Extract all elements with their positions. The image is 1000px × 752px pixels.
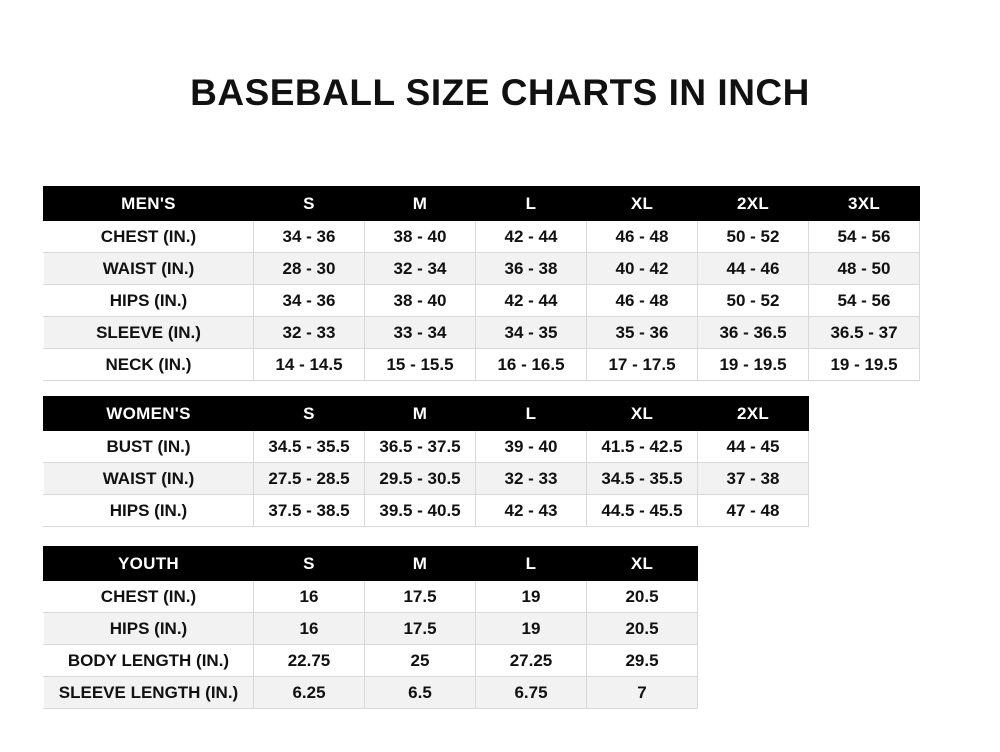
table-cell: 19 - 19.5 — [809, 349, 920, 381]
table-header-row — [44, 397, 809, 431]
table-row — [44, 463, 809, 495]
table-header-category: MEN'S — [44, 187, 254, 221]
table-header-row — [44, 547, 698, 581]
table-cell: 44.5 - 45.5 — [587, 495, 698, 527]
table-header-size: M — [365, 397, 476, 431]
table-cell: 34.5 - 35.5 — [587, 463, 698, 495]
table-row-label: CHEST (IN.) — [44, 221, 254, 253]
size-table-youth-grid — [43, 546, 698, 709]
table-cell: 32 - 34 — [365, 253, 476, 285]
table-cell: 34 - 36 — [254, 221, 365, 253]
table-cell: 6.5 — [365, 677, 476, 709]
table-cell: 42 - 43 — [476, 495, 587, 527]
size-table-men — [43, 186, 920, 381]
table-cell: 29.5 - 30.5 — [365, 463, 476, 495]
table-row-label: WAIST (IN.) — [44, 253, 254, 285]
table-row — [44, 285, 920, 317]
table-header-size: XL — [587, 397, 698, 431]
table-cell: 29.5 — [587, 645, 698, 677]
table-header-size: XL — [587, 547, 698, 581]
table-header-row — [44, 187, 920, 221]
table-cell: 36 - 38 — [476, 253, 587, 285]
table-header-size: 2XL — [698, 187, 809, 221]
table-cell: 50 - 52 — [698, 221, 809, 253]
table-cell: 19 — [476, 581, 587, 613]
table-cell: 50 - 52 — [698, 285, 809, 317]
table-cell: 37 - 38 — [698, 463, 809, 495]
table-cell: 27.5 - 28.5 — [254, 463, 365, 495]
table-cell: 35 - 36 — [587, 317, 698, 349]
table-cell: 34 - 35 — [476, 317, 587, 349]
table-header-size: S — [254, 547, 365, 581]
table-cell: 17 - 17.5 — [587, 349, 698, 381]
table-row — [44, 645, 698, 677]
table-cell: 28 - 30 — [254, 253, 365, 285]
table-row-label: SLEEVE LENGTH (IN.) — [44, 677, 254, 709]
table-cell: 16 — [254, 581, 365, 613]
table-row — [44, 349, 920, 381]
table-cell: 34 - 36 — [254, 285, 365, 317]
table-header-size: L — [476, 547, 587, 581]
table-cell: 36.5 - 37.5 — [365, 431, 476, 463]
table-row-label: HIPS (IN.) — [44, 613, 254, 645]
table-row-label: HIPS (IN.) — [44, 285, 254, 317]
table-header-size: L — [476, 187, 587, 221]
table-row — [44, 221, 920, 253]
table-cell: 46 - 48 — [587, 221, 698, 253]
table-header-size: 3XL — [809, 187, 920, 221]
table-cell: 20.5 — [587, 581, 698, 613]
table-cell: 19 - 19.5 — [698, 349, 809, 381]
table-cell: 39 - 40 — [476, 431, 587, 463]
table-header-size: S — [254, 187, 365, 221]
table-cell: 47 - 48 — [698, 495, 809, 527]
table-cell: 48 - 50 — [809, 253, 920, 285]
table-cell: 32 - 33 — [254, 317, 365, 349]
size-table-women-grid — [43, 396, 809, 527]
page-title: BASEBALL SIZE CHARTS IN INCH — [190, 72, 810, 113]
table-row-label: CHEST (IN.) — [44, 581, 254, 613]
table-header-size: M — [365, 547, 476, 581]
table-header-size: XL — [587, 187, 698, 221]
size-table-youth — [43, 546, 698, 709]
table-row — [44, 317, 920, 349]
table-header-size: S — [254, 397, 365, 431]
table-cell: 25 — [365, 645, 476, 677]
table-cell: 6.75 — [476, 677, 587, 709]
table-row-label: HIPS (IN.) — [44, 495, 254, 527]
table-cell: 42 - 44 — [476, 285, 587, 317]
table-row-label: BODY LENGTH (IN.) — [44, 645, 254, 677]
table-row — [44, 677, 698, 709]
size-table-men-grid — [43, 186, 920, 381]
size-table-women — [43, 396, 809, 527]
table-header-size: M — [365, 187, 476, 221]
table-header-category: WOMEN'S — [44, 397, 254, 431]
table-cell: 46 - 48 — [587, 285, 698, 317]
table-row — [44, 613, 698, 645]
table-row-label: WAIST (IN.) — [44, 463, 254, 495]
table-cell: 32 - 33 — [476, 463, 587, 495]
table-header-size: L — [476, 397, 587, 431]
table-cell: 27.25 — [476, 645, 587, 677]
table-cell: 20.5 — [587, 613, 698, 645]
table-row-label: BUST (IN.) — [44, 431, 254, 463]
table-cell: 36 - 36.5 — [698, 317, 809, 349]
table-cell: 40 - 42 — [587, 253, 698, 285]
table-cell: 22.75 — [254, 645, 365, 677]
table-row-label: NECK (IN.) — [44, 349, 254, 381]
table-cell: 39.5 - 40.5 — [365, 495, 476, 527]
table-row-label: SLEEVE (IN.) — [44, 317, 254, 349]
table-cell: 42 - 44 — [476, 221, 587, 253]
table-cell: 37.5 - 38.5 — [254, 495, 365, 527]
table-row — [44, 253, 920, 285]
table-cell: 15 - 15.5 — [365, 349, 476, 381]
table-cell: 19 — [476, 613, 587, 645]
table-cell: 17.5 — [365, 581, 476, 613]
table-header-size: 2XL — [698, 397, 809, 431]
table-cell: 6.25 — [254, 677, 365, 709]
table-row — [44, 581, 698, 613]
table-cell: 14 - 14.5 — [254, 349, 365, 381]
table-cell: 36.5 - 37 — [809, 317, 920, 349]
table-cell: 54 - 56 — [809, 285, 920, 317]
table-cell: 17.5 — [365, 613, 476, 645]
table-cell: 33 - 34 — [365, 317, 476, 349]
table-cell: 38 - 40 — [365, 285, 476, 317]
table-cell: 54 - 56 — [809, 221, 920, 253]
table-cell: 16 - 16.5 — [476, 349, 587, 381]
table-cell: 7 — [587, 677, 698, 709]
table-header-category: YOUTH — [44, 547, 254, 581]
table-cell: 44 - 46 — [698, 253, 809, 285]
table-row — [44, 495, 809, 527]
table-cell: 16 — [254, 613, 365, 645]
table-cell: 34.5 - 35.5 — [254, 431, 365, 463]
table-cell: 41.5 - 42.5 — [587, 431, 698, 463]
table-cell: 38 - 40 — [365, 221, 476, 253]
table-row — [44, 431, 809, 463]
table-cell: 44 - 45 — [698, 431, 809, 463]
